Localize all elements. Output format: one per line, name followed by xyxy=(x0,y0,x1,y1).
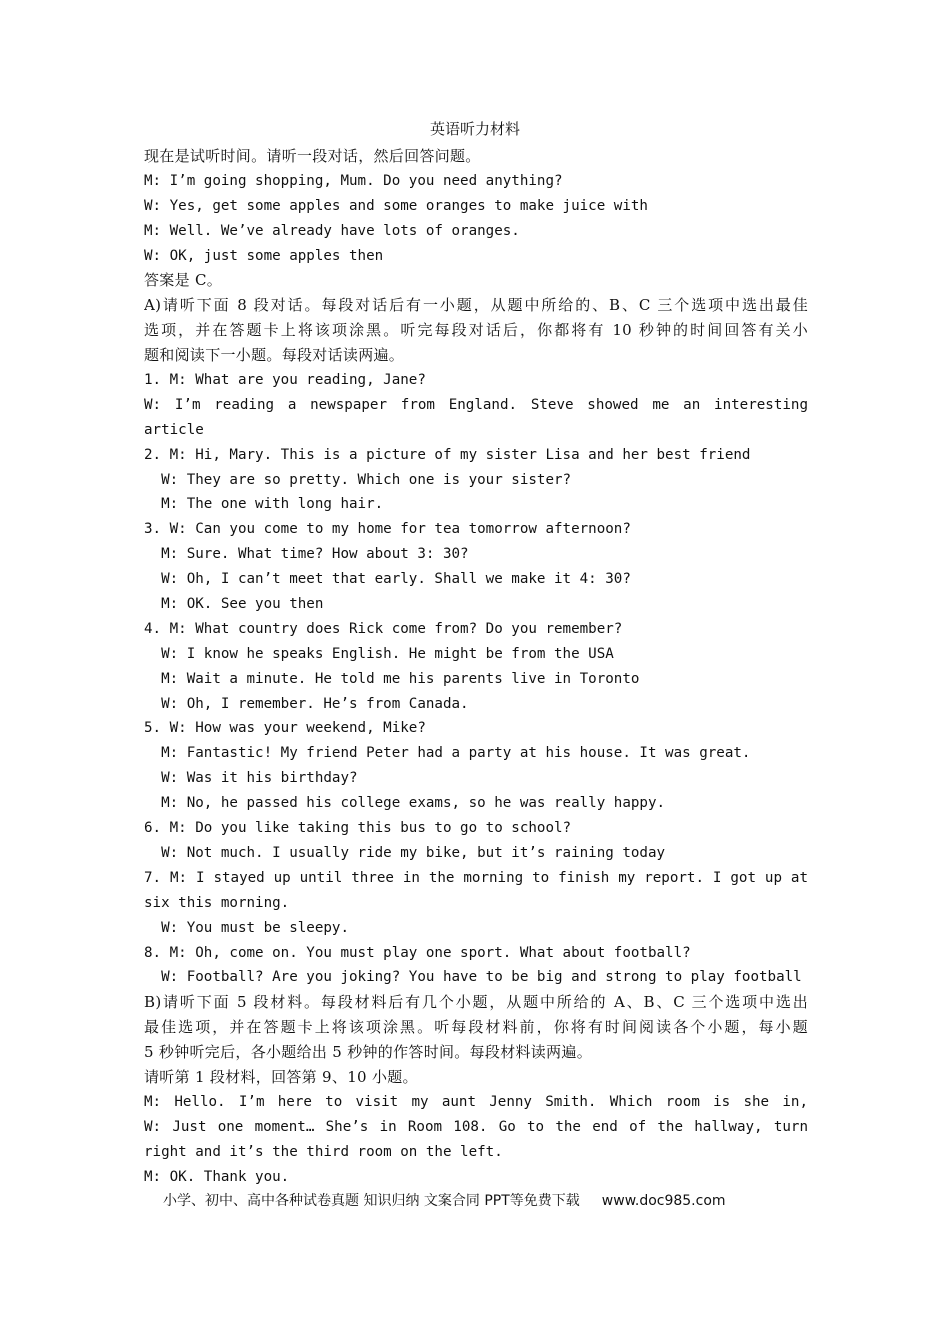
text-line: M: Fantastic! My friend Peter had a party at his house. It was great. xyxy=(144,745,751,762)
text-line: right and it’s the third room on the left. xyxy=(144,1143,503,1160)
text-line: 4. M: What country does Rick come from? Do you remember? xyxy=(144,620,623,637)
text-line: W: Was it his birthday? xyxy=(144,770,358,787)
text-line: M: OK. Thank you. xyxy=(144,1168,290,1185)
text-line: W: Not much. I usually ride my bike, but it’s raining today xyxy=(144,844,666,861)
text-line: W: Football? Are you joking? You have to be big and strong to play football xyxy=(144,969,802,986)
text-line: 8. M: Oh, come on. You must play one sport. What about football? xyxy=(144,944,691,961)
text-line: 3. W: Can you come to my home for tea tomorrow afternoon? xyxy=(144,521,631,538)
text-line: W: Yes, get some apples and some oranges to make juice with xyxy=(144,197,648,214)
text-line: 答案是 C。 xyxy=(144,271,223,290)
page-footer xyxy=(163,1190,803,1212)
text-line: W: They are so pretty. Which one is your sister? xyxy=(144,471,572,488)
text-line: M: Wait a minute. He told me his parents live in Toronto xyxy=(144,670,640,687)
text-line: 2. M: Hi, Mary. This is a picture of my sister Lisa and her best friend xyxy=(144,446,751,463)
text-line: article xyxy=(144,421,204,438)
text-line: W: You must be sleepy. xyxy=(144,919,349,936)
text-line: 1. M: What are you reading, Jane? xyxy=(144,372,426,389)
text-line: W: I’m reading a newspaper from England. Steve showed me an interesting xyxy=(144,396,808,413)
text-line: W: Oh, I remember. He’s from Canada. xyxy=(144,695,469,712)
text-line: M: No, he passed his college exams, so he was really happy. xyxy=(144,795,666,812)
text-line: W: Just one moment… She’s in Room 108. Go to the end of the hallway, turn xyxy=(144,1118,808,1135)
document-title: 英语听力材料 xyxy=(429,120,520,138)
footer-url[interactable]: www.doc985.com xyxy=(601,1193,726,1209)
text-line: 6. M: Do you like taking this bus to go to school? xyxy=(144,820,572,837)
text-line: A)请听下面 8 段对话。每段对话后有一小题，从题中所给的、B、C 三个选项中选出最佳 xyxy=(144,296,808,315)
text-line: 7. M: I stayed up until three in the morning to finish my report. I got up at xyxy=(144,869,808,886)
text-line: B)请听下面 5 段材料。每段材料后有几个小题，从题中所给的 A、B、C 三个选项中选出 xyxy=(144,993,808,1012)
text-line: M: OK. See you then xyxy=(144,596,324,613)
text-line: six this morning. xyxy=(144,894,290,911)
text-line: M: Well. We’ve already have lots of oranges. xyxy=(144,222,520,239)
text-line: W: I know he speaks English. He might be from the USA xyxy=(144,645,614,662)
text-line: 5. W: How was your weekend, Mike? xyxy=(144,720,426,737)
text-line: 现在是试听时间。请听一段对话，然后回答问题。 xyxy=(144,147,481,165)
text-line: M: The one with long hair. xyxy=(144,496,384,513)
footer-text: 小学、初中、高中各种试卷真题 知识归纳 文案合同 PPT等免费下载 xyxy=(163,1193,580,1209)
text-line: W: Oh, I can’t meet that early. Shall we make it 4: 30? xyxy=(144,571,631,588)
text-line: M: I’m going shopping, Mum. Do you need anything? xyxy=(144,172,563,189)
text-line: 请听第 1 段材料，回答第 9、10 小题。 xyxy=(144,1067,418,1086)
text-line: W: OK, just some apples then xyxy=(144,247,384,264)
text-line: 选项，并在答题卡上将该项涂黑。听完每段对话后，你都将有 10 秒钟的时间回答有关小 xyxy=(144,321,808,340)
document-body xyxy=(144,144,808,1189)
text-line: 最佳选项，并在答题卡上将该项涂黑。听每段材料前，你将有时间阅读各个小题，每小题 xyxy=(144,1018,808,1037)
text-line: M: Hello. I’m here to visit my aunt Jenny Smith. Which room is she in, xyxy=(144,1093,808,1110)
text-line: 题和阅读下一小题。每段对话读两遍。 xyxy=(144,346,405,365)
text-line: M: Sure. What time? How about 3: 30? xyxy=(144,546,469,563)
text-line: 5 秒钟听完后，各小题给出 5 秒钟的作答时间。每段材料读两遍。 xyxy=(144,1043,592,1062)
